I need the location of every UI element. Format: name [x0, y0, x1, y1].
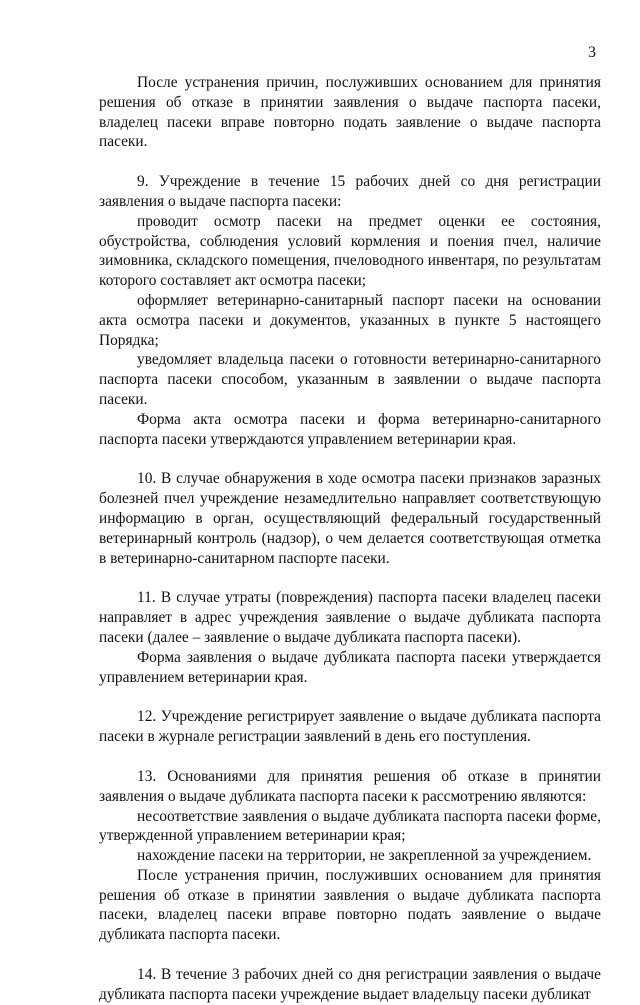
document-body: [99, 73, 601, 1005]
paragraph-14: 14. В течение 3 рабочих дней со дня регистрации заявления о выдаче дубликата паспорта пасеки учреждение выдает владельцу пасеки дубликат: [99, 966, 601, 1003]
paragraph-9-passport: оформляет ветеринарно-санитарный паспорт пасеки на основании акта осмотра пасеки и документов, указанных в пункте 5 настоящего Порядка;: [99, 291, 601, 349]
paragraph-13-resubmission: После устранения причин, послуживших основанием для принятия решения об отказе в принятии заявления о выдаче дубликата паспорта пасеки, владелец пасеки вправе повторно подать заявление о выдаче дубликата паспорта пасеки.: [99, 866, 601, 944]
paragraph-13-territory: нахождение пасеки на территории, не закрепленной за учреждением.: [137, 847, 592, 865]
paragraph-13-mismatch: несоответствие заявления о выдаче дубликата паспорта пасеки форме, утвержденной управлением ветеринарии края;: [99, 807, 601, 845]
paragraph-9-notify: уведомляет владельца пасеки о готовности ветеринарно-санитарного паспорта пасеки способом, указанным в заявлении о выдаче паспорта пасеки.: [99, 351, 601, 408]
paragraph-11-form: Форма заявления о выдаче дубликата паспорта пасеки утверждается управлением ветеринарии края.: [99, 648, 601, 686]
paragraph-9: 9. Учреждение в течение 15 рабочих дней со дня регистрации заявления о выдаче паспорта пасеки:: [99, 173, 601, 210]
paragraph-resubmission: После устранения причин, послуживших основанием для принятия решения об отказе в принятии заявления о выдаче паспорта пасеки, владелец пасеки вправе повторно подать заявление о выдаче паспорта пасеки.: [99, 74, 601, 151]
paragraph-9-forms: Форма акта осмотра пасеки и форма ветеринарно-санитарного паспорта пасеки утверждаются управлением ветеринарии края.: [99, 410, 601, 448]
paragraph-10: 10. В случае обнаружения в ходе осмотра пасеки признаков заразных болезней пчел учреждение незамедлительно направляет соответствующую информацию в орган, осуществляющий федеральный государственный ветеринарный контроль (надзор), о чем делается соответствующая отметка в ветеринарно-санитарном паспорте пасеки.: [99, 470, 601, 567]
paragraph-11: 11. В случае утраты (повреждения) паспорта пасеки владелец пасеки направляет в адрес учреждения заявление о выдаче дубликата паспорта пасеки (далее – заявление о выдаче дубликата паспорта пасеки).: [99, 589, 601, 646]
paragraph-9-inspection: проводит осмотр пасеки на предмет оценки ее состояния, обустройства, соблюдения условий кормления и поения пчел, наличие зимовника, складского помещения, пчеловодного инвентаря, по результатам которого составляет акт осмотра пасеки;: [99, 212, 601, 290]
paragraph-12: 12. Учреждение регистрирует заявление о выдаче дубликата паспорта пасеки в журнале регистрации заявлений в день его поступления.: [99, 708, 601, 746]
page-number: 3: [588, 44, 596, 61]
paragraph-13: 13. Основаниями для принятия решения об отказе в принятии заявления о выдаче дубликата паспорта пасеки к рассмотрению являются:: [99, 767, 601, 805]
